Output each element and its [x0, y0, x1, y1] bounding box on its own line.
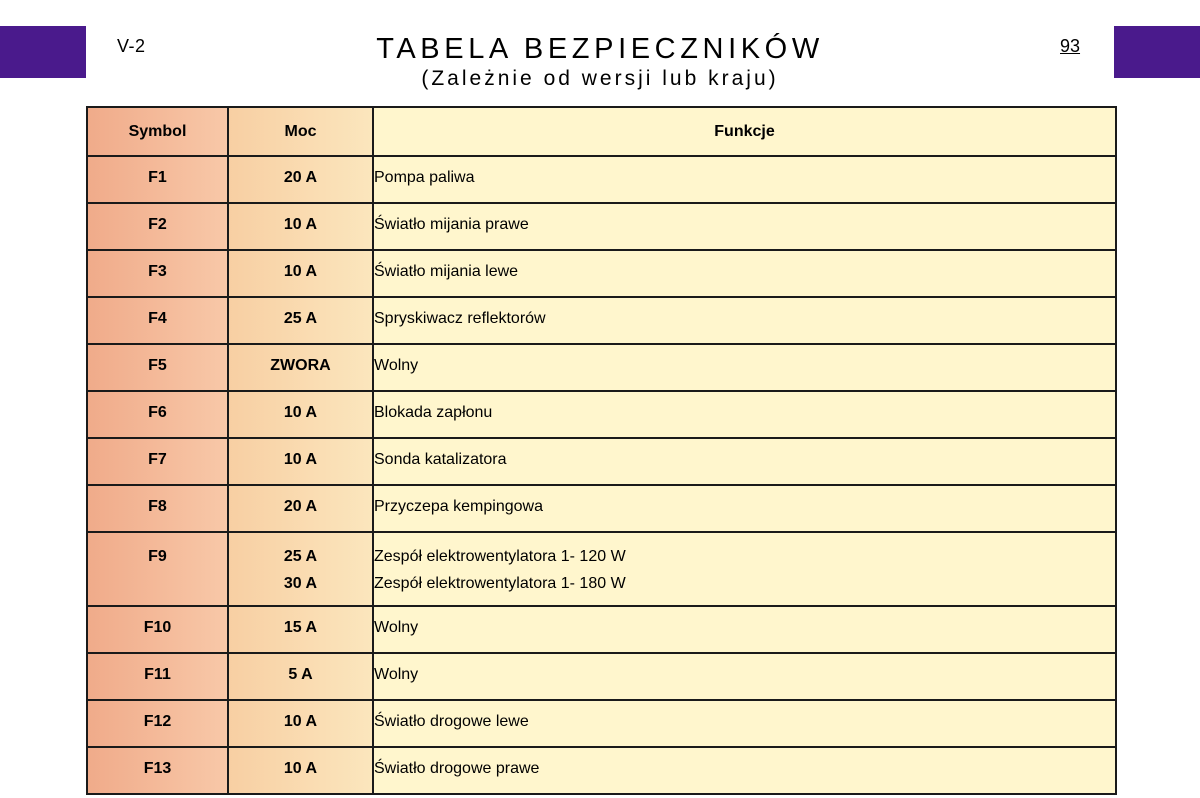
table-header-row [87, 107, 1116, 156]
table-row [87, 203, 1116, 250]
fuse-symbol: F13 [143, 760, 172, 777]
table-row [87, 438, 1116, 485]
fuse-function-cell [373, 203, 1116, 250]
fuse-function-cell [373, 747, 1116, 794]
fuse-symbol-cell [87, 344, 228, 391]
table-row [87, 532, 1116, 606]
fuse-function-cell [373, 250, 1116, 297]
table-row [87, 653, 1116, 700]
fuse-function-cell [373, 297, 1116, 344]
fuse-symbol-cell [87, 532, 228, 606]
fuse-function: Zespół elektrowentylatora 1- 120 W [374, 548, 626, 565]
fuse-symbol: F10 [143, 619, 172, 636]
fuse-rating-cell [228, 700, 373, 747]
fuse-rating: 20 A [283, 169, 318, 186]
table-row [87, 747, 1116, 794]
fuse-symbol: F8 [148, 498, 167, 515]
section-code: V-2 [117, 36, 146, 56]
fuse-rating-cell [228, 297, 373, 344]
column-header-moc: Moc [228, 107, 373, 156]
fuse-symbol-cell [87, 297, 228, 344]
fuse-rating: 10 A [283, 713, 318, 730]
fuse-rating-cell [228, 344, 373, 391]
fuse-function: Światło drogowe prawe [374, 760, 540, 777]
table-row [87, 156, 1116, 203]
fuse-symbol-cell [87, 606, 228, 653]
table-body [87, 156, 1116, 794]
fuse-function: Światło mijania prawe [374, 216, 529, 233]
fuse-rating: 30 A [283, 575, 318, 592]
fuse-rating: 10 A [283, 760, 318, 777]
fuse-symbol: F11 [144, 666, 171, 683]
fuse-function-cell [373, 485, 1116, 532]
fuse-rating: 25 A [283, 310, 318, 327]
table-row [87, 391, 1116, 438]
fuse-symbol: F4 [148, 310, 167, 327]
fuse-rating-cell [228, 203, 373, 250]
fuse-rating: 10 A [283, 263, 318, 280]
fuse-function: Wolny [374, 619, 419, 636]
fuse-rating: ZWORA [270, 357, 331, 374]
fuse-rating: 15 A [283, 619, 318, 636]
fuse-symbol-cell [87, 203, 228, 250]
fuse-symbol-cell [87, 485, 228, 532]
fuse-function-cell [373, 653, 1116, 700]
fuse-symbol: F2 [148, 216, 167, 233]
fuse-symbol: F9 [148, 548, 167, 565]
fuse-symbol-cell [87, 156, 228, 203]
fuse-function-cell [373, 156, 1116, 203]
fuse-function-cell [373, 344, 1116, 391]
fuse-function: Spryskiwacz reflektorów [374, 310, 546, 327]
fuse-function: Przyczepa kempingowa [374, 498, 543, 515]
fuse-symbol-cell [87, 653, 228, 700]
table-row [87, 606, 1116, 653]
fuse-function-cell [373, 391, 1116, 438]
fuse-function: Sonda katalizatora [374, 451, 507, 468]
fuse-function-cell [373, 532, 1116, 606]
fuse-rating-cell [228, 156, 373, 203]
fuse-table [86, 106, 1117, 795]
fuse-rating-cell [228, 250, 373, 297]
fuse-symbol-cell [87, 250, 228, 297]
fuse-rating: 20 A [283, 498, 318, 515]
table-row [87, 344, 1116, 391]
fuse-function-cell [373, 438, 1116, 485]
fuse-rating: 10 A [283, 216, 318, 233]
fuse-function: Światło drogowe lewe [374, 713, 529, 730]
column-header-funkcje: Funkcje [373, 107, 1116, 156]
table-row [87, 485, 1116, 532]
fuse-function-cell [373, 606, 1116, 653]
fuse-symbol: F1 [148, 169, 167, 186]
fuse-rating-cell [228, 653, 373, 700]
fuse-function: Blokada zapłonu [374, 404, 493, 421]
fuse-rating-cell [228, 485, 373, 532]
fuse-rating: 10 A [283, 451, 318, 468]
page-number: 93 [1060, 36, 1081, 56]
fuse-symbol-cell [87, 747, 228, 794]
fuse-symbol-cell [87, 438, 228, 485]
fuse-function: Światło mijania lewe [374, 263, 519, 280]
column-header-symbol: Symbol [87, 107, 228, 156]
fuse-function: Wolny [374, 357, 419, 374]
fuse-rating-cell [228, 747, 373, 794]
fuse-rating-cell [228, 438, 373, 485]
fuse-symbol: F5 [148, 357, 167, 374]
fuse-symbol: F7 [148, 451, 167, 468]
fuse-function: Zespół elektrowentylatora 1- 180 W [374, 575, 626, 592]
fuse-rating-cell [228, 391, 373, 438]
table-row [87, 700, 1116, 747]
table-row [87, 297, 1116, 344]
fuse-symbol: F3 [148, 263, 167, 280]
fuse-rating: 10 A [283, 404, 318, 421]
fuse-symbol: F12 [143, 713, 172, 730]
fuse-symbol: F6 [148, 404, 167, 421]
fuse-function: Wolny [374, 666, 419, 683]
fuse-rating-cell [228, 532, 373, 606]
fuse-function-cell [373, 700, 1116, 747]
table-row [87, 250, 1116, 297]
page-subtitle: (Zależnie od wersji lub kraju) [421, 67, 779, 90]
fuse-rating: 25 A [283, 548, 318, 565]
fuse-symbol-cell [87, 391, 228, 438]
page-title: TABELA BEZPIECZNIKÓW [376, 33, 824, 65]
fuse-symbol-cell [87, 700, 228, 747]
fuse-rating-cell [228, 606, 373, 653]
fuse-rating: 5 A [288, 666, 313, 683]
fuse-function: Pompa paliwa [374, 169, 475, 186]
